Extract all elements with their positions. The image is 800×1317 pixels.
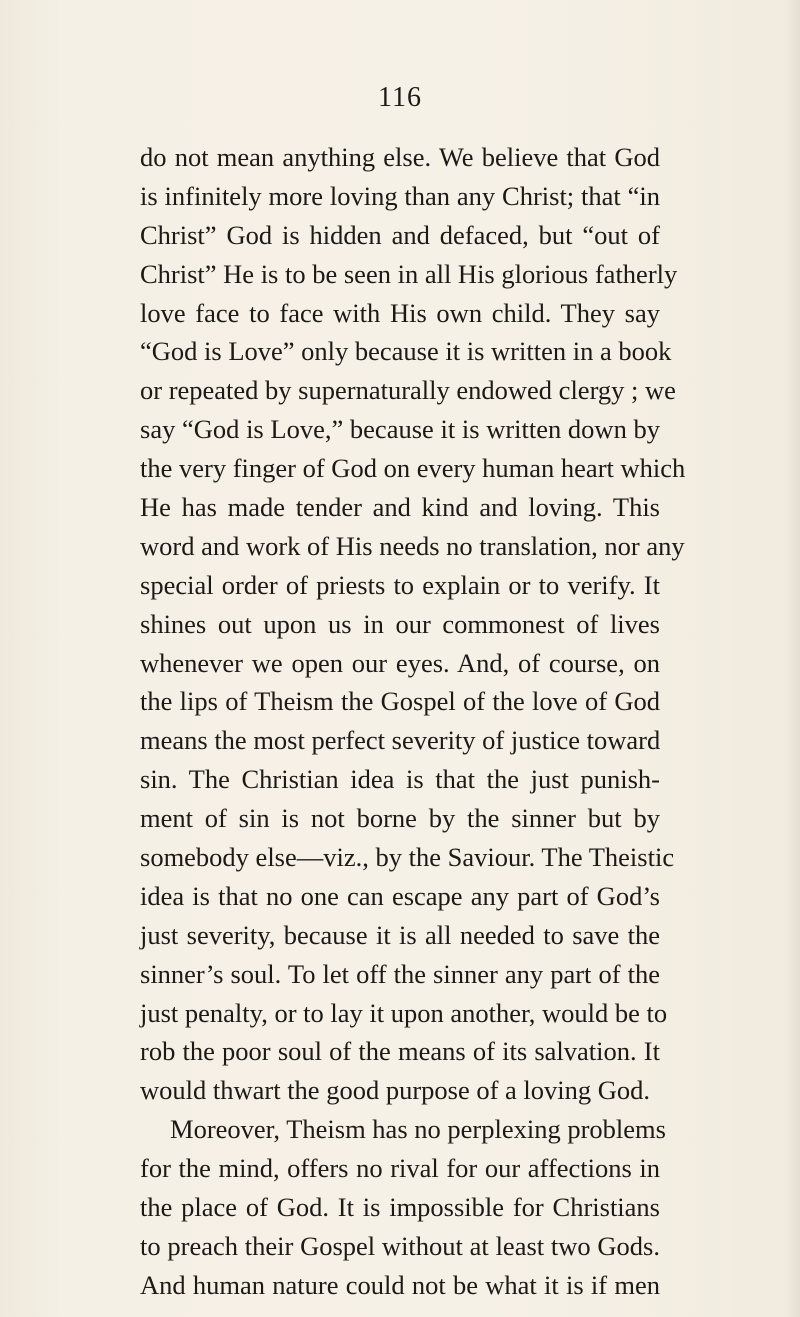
- text-line: just penalty, or to lay it upon another, would be to: [140, 997, 668, 1028]
- text-line-paragraph-start: Moreover, Theism has no perplexing problems: [170, 1114, 666, 1145]
- text-line: just severity, because it is all needed to save the: [140, 919, 660, 950]
- text-line: He has made tender and kind and loving. This: [140, 492, 660, 523]
- text-line: for the mind, offers no rival for our affections in: [140, 1153, 660, 1184]
- text-line: And human nature could not be what it is if men: [140, 1269, 660, 1300]
- text-line: do not mean anything else. We believe that God: [140, 142, 660, 172]
- text-line: whenever we open our eyes. And, of course, on: [140, 647, 660, 678]
- text-line: rob the poor soul of the means of its salvation. It: [140, 1036, 660, 1067]
- text-line: sinner’s soul. To let off the sinner any part of the: [140, 958, 660, 989]
- body-text: [140, 138, 686, 1305]
- text-line: love face to face with His own child. They say: [140, 297, 660, 328]
- text-line: Christ” God is hidden and defaced, but “out of: [140, 219, 660, 250]
- text-line: means the most perfect severity of justice toward: [140, 725, 661, 756]
- text-line: would thwart the good purpose of a loving God.: [140, 1075, 651, 1106]
- text-line: ment of sin is not borne by the sinner but by: [140, 803, 660, 834]
- text-line: somebody else—viz., by the Saviour. The Theistic: [140, 842, 675, 873]
- text-line: Christ” He is to be seen in all His glorious fatherly: [140, 258, 678, 289]
- text-line: is infinitely more loving than any Christ; that “in: [140, 180, 660, 211]
- page-edge-shadow: [786, 0, 800, 1317]
- text-line: the very finger of God on every human heart which: [140, 453, 686, 484]
- text-line: idea is that no one can escape any part of God’s: [140, 880, 660, 911]
- text-line: to preach their Gospel without at least two Gods.: [140, 1230, 660, 1261]
- text-line: the lips of Theism the Gospel of the love of God: [140, 686, 660, 717]
- text-line: word and work of His needs no translation, nor any: [140, 530, 685, 561]
- text-line: shines out upon us in our commonest of lives: [140, 608, 660, 639]
- page-number: 116: [378, 82, 422, 113]
- text-line: say “God is Love,” because it is written down by: [140, 414, 660, 445]
- text-line: or repeated by supernaturally endowed clergy ; we: [140, 375, 676, 406]
- text-line: “God is Love” only because it is written in a book: [140, 336, 672, 367]
- text-line: the place of God. It is impossible for Christians: [140, 1192, 660, 1223]
- text-line: sin. The Christian idea is that the just punish-: [140, 764, 660, 795]
- text-line: special order of priests to explain or to verify. It: [140, 569, 660, 600]
